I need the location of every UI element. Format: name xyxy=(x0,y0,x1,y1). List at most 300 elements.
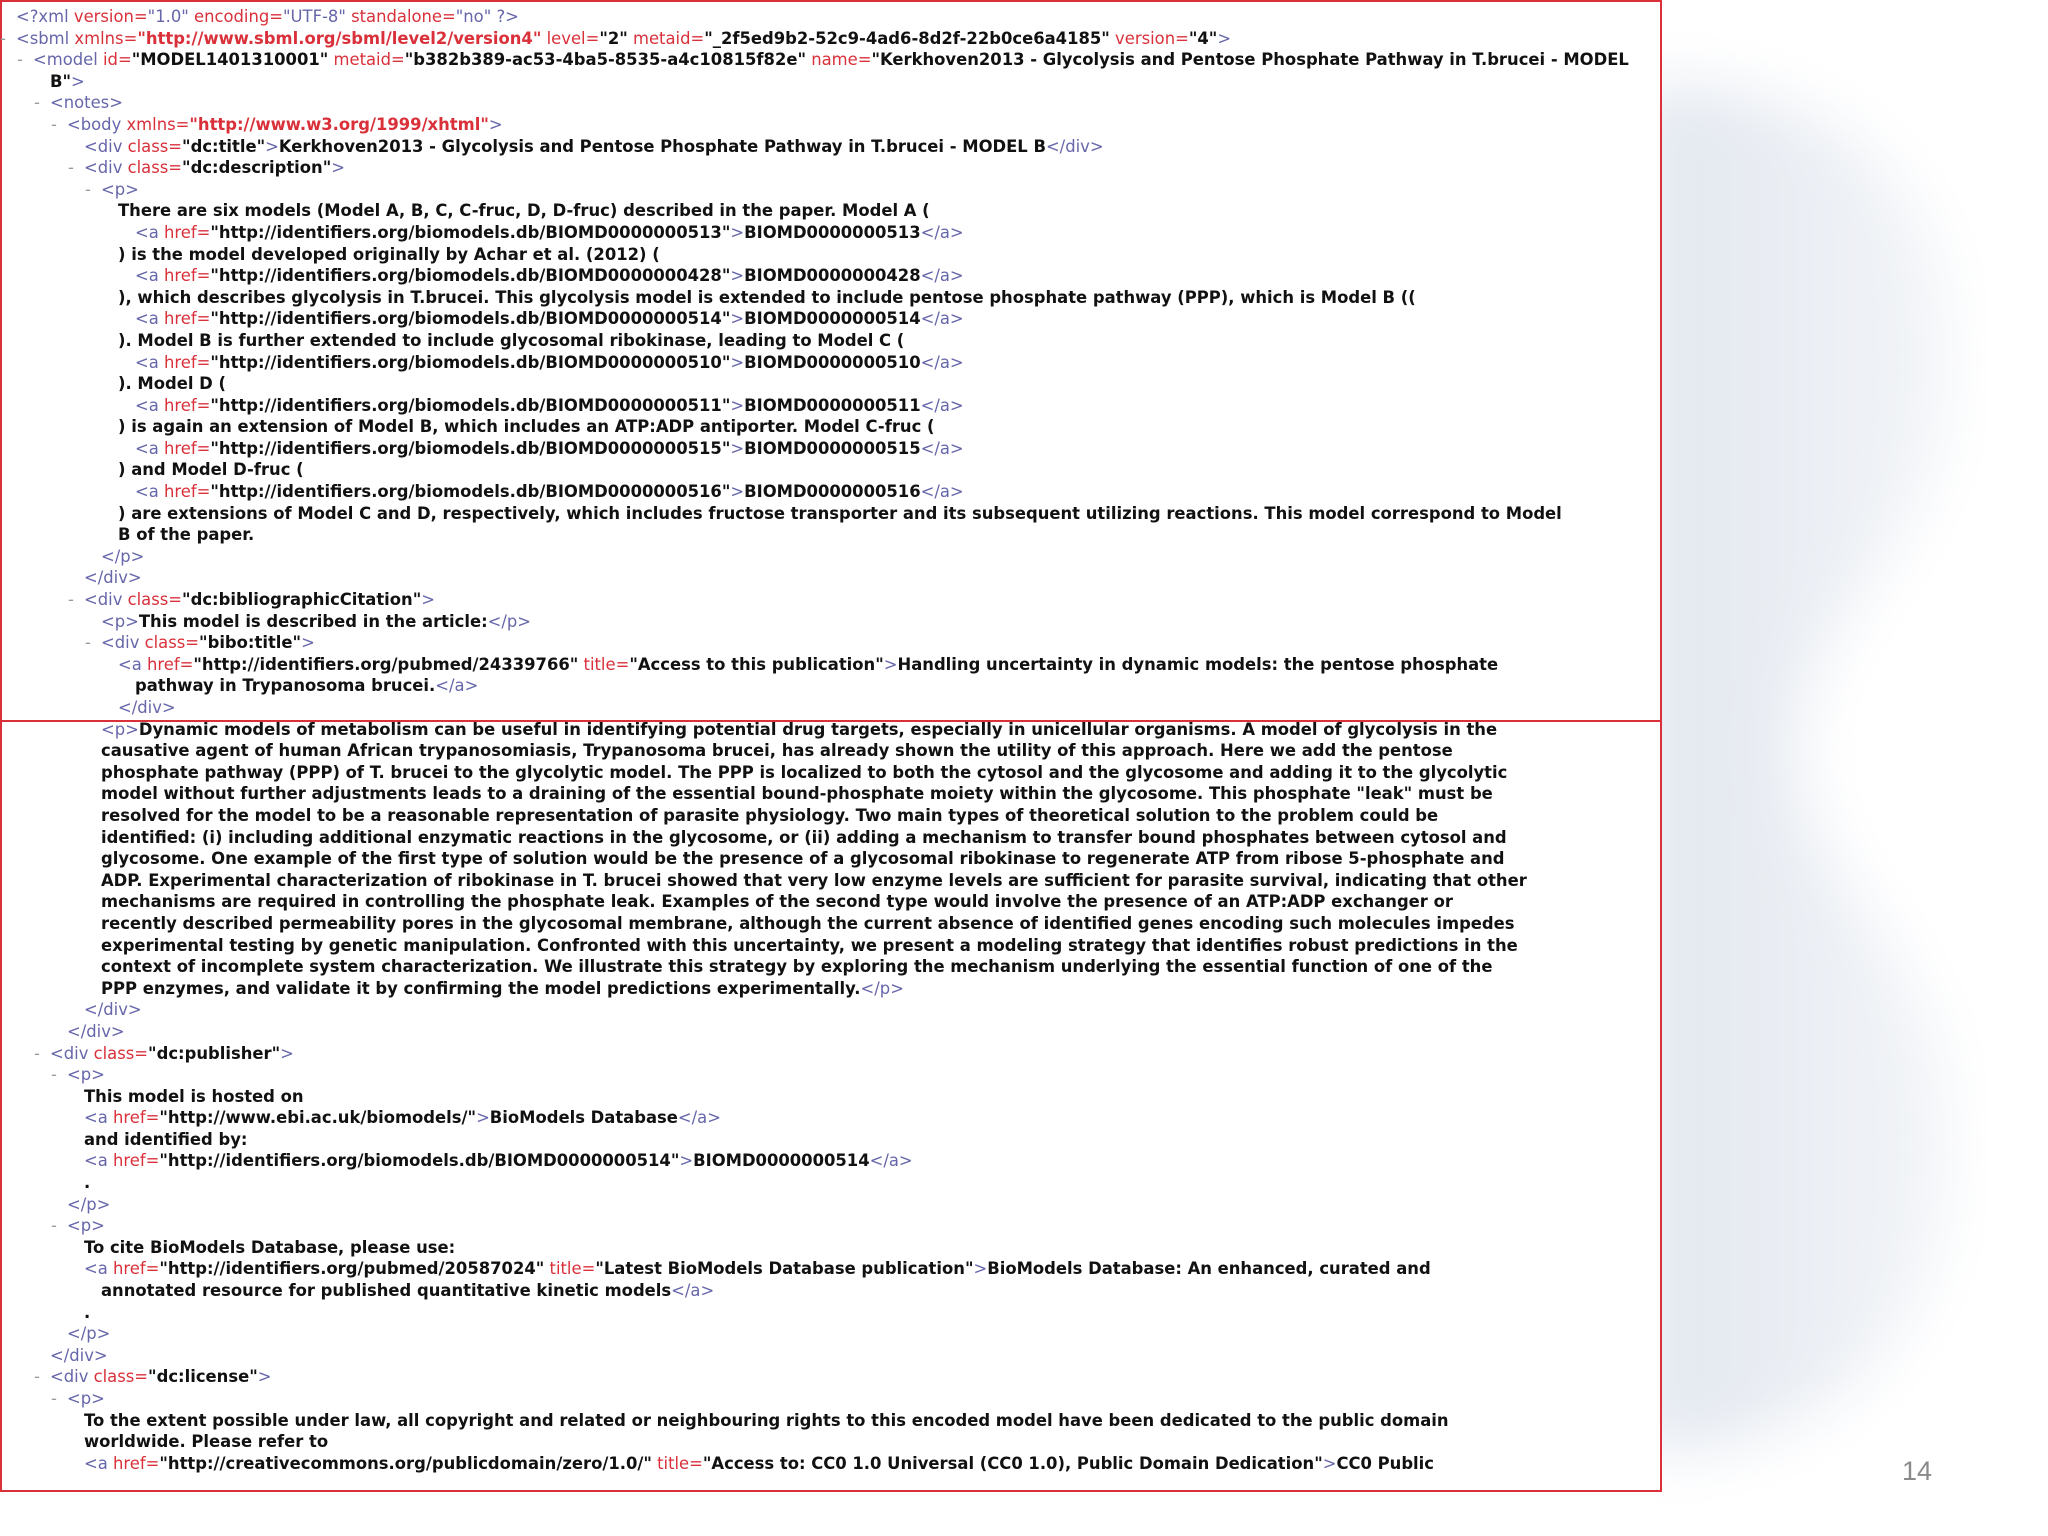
xml-line-content xyxy=(67,1388,105,1410)
xml-token: "dc:license" xyxy=(148,1367,258,1387)
xml-token: > xyxy=(730,222,745,242)
xml-token: <a xyxy=(135,309,164,329)
xml-token: ). Model D ( xyxy=(118,374,226,394)
xml-token: ). Model B is further extended to include glycosomal ribokinase, leading to Model C ( xyxy=(118,330,905,350)
xml-line-content xyxy=(67,1021,125,1043)
xml-token: standalone= xyxy=(351,7,456,26)
xml-token: </div> xyxy=(50,1345,108,1365)
xml-token: ) are extensions of Model C and D, respectively, which includes fructose transporter and its subsequent utilizing reactions. This model correspond to Model xyxy=(118,503,1562,523)
xml-line xyxy=(0,1107,1620,1129)
xml-token: </a> xyxy=(920,222,964,242)
xml-line-content xyxy=(118,524,254,546)
xml-token[interactable]: "http://identifiers.org/biomodels.db/BIOMD0000000515" xyxy=(210,438,731,458)
xml-line-content xyxy=(135,222,964,244)
xml-line-content xyxy=(84,589,435,611)
xml-token: <p> xyxy=(67,1065,105,1085)
xml-line xyxy=(0,999,1620,1021)
xml-token[interactable]: "http://identifiers.org/pubmed/24339766" xyxy=(193,654,579,674)
xml-line-content xyxy=(101,719,1497,741)
xml-token: BIOMD0000000514 xyxy=(693,1151,870,1171)
xml-line-content xyxy=(101,978,904,1000)
xml-token: class= xyxy=(127,158,183,178)
xml-line-content xyxy=(101,848,1505,870)
xml-line xyxy=(0,1086,1620,1108)
xml-line xyxy=(0,157,1620,179)
xml-line-content xyxy=(84,999,142,1021)
xml-token: <a xyxy=(84,1108,113,1128)
xml-line-content xyxy=(67,114,503,136)
xml-line-content xyxy=(118,244,660,266)
xml-token: href= xyxy=(164,438,211,458)
xml-line-content xyxy=(84,1410,1449,1432)
xml-line-content xyxy=(101,1280,714,1302)
xml-line xyxy=(0,848,1620,870)
xml-line xyxy=(0,891,1620,913)
xml-token: > xyxy=(730,438,745,458)
xml-token: href= xyxy=(164,482,211,502)
xml-token: <a xyxy=(135,438,164,458)
xml-token: B of the paper. xyxy=(118,525,255,545)
collapse-toggle[interactable]: - xyxy=(0,28,6,48)
xml-token: > xyxy=(476,1108,490,1128)
xml-token: <sbml xyxy=(16,28,75,48)
xml-token: metaid= xyxy=(328,50,405,70)
xml-line-content xyxy=(135,265,964,287)
xml-line xyxy=(0,308,1620,330)
xml-line xyxy=(0,632,1620,654)
xml-token: ADP. Experimental characterization of ribokinase in T. brucei showed that very low enzyme levels are sufficient for parasite survival, indicating that other xyxy=(101,870,1527,890)
xml-token: </a> xyxy=(920,395,964,415)
xml-token: "dc:description" xyxy=(182,158,332,178)
xml-token[interactable]: "http://identifiers.org/biomodels.db/BIOMD0000000514" xyxy=(159,1151,680,1171)
xml-token: "UTF-8" xyxy=(283,7,352,26)
xml-line-content xyxy=(118,287,1416,309)
xml-token: mechanisms are required in controlling the phosphate leak. Examples of the second type would involve the presence of an ATP:ADP exchanger or xyxy=(101,892,1453,912)
xml-line xyxy=(0,762,1620,784)
xml-token: "b382b389-ac53-4ba5-8535-a4c10815f82e" xyxy=(404,50,807,70)
xml-line-content xyxy=(101,935,1518,957)
xml-line-content xyxy=(16,6,519,28)
xml-line-content xyxy=(84,1172,90,1194)
xml-token: href= xyxy=(113,1453,160,1473)
xml-token: </a> xyxy=(677,1108,721,1128)
collapse-toggle[interactable]: - xyxy=(51,114,57,134)
xml-line-content xyxy=(84,1453,1434,1475)
xml-line xyxy=(0,71,1620,93)
xml-token: context of incomplete system characterization. We illustrate this strategy by exploring the mechanism underlying the essential function of one of the xyxy=(101,957,1493,977)
xml-token: worldwide. Please refer to xyxy=(84,1432,329,1452)
xml-token: identified: (i) including additional enzymatic reactions in the glycosome, or (ii) adding a mechanism to transfer bound phosphates between cytosol and xyxy=(101,827,1507,847)
xml-token: href= xyxy=(147,654,194,674)
xml-token: <a xyxy=(135,266,164,286)
xml-token: ), which describes glycolysis in T.brucei. This glycolysis model is extended to include pentose phosphate pathway (PPP), which is Model B (( xyxy=(118,287,1416,307)
xml-line xyxy=(0,136,1620,158)
xml-token: <div xyxy=(84,590,128,610)
xml-token: > xyxy=(730,309,745,329)
xml-token: This model is described in the article: xyxy=(138,611,488,631)
xml-token: CC0 Public xyxy=(1336,1453,1435,1473)
xml-line xyxy=(0,373,1620,395)
xml-token: "Access to: CC0 1.0 Universal (CC0 1.0), Public Domain Dedication" xyxy=(702,1453,1323,1473)
xml-token: > xyxy=(883,654,898,674)
xml-token: href= xyxy=(164,222,211,242)
xml-token: > xyxy=(973,1259,988,1279)
xml-token: experimental testing by genetic manipulation. Confronted with this uncertainty, we present a modeling strategy that identifies robust predictions in the xyxy=(101,935,1518,955)
xml-token: </a> xyxy=(671,1281,715,1301)
xml-line xyxy=(0,1280,1620,1302)
xml-token: BIOMD0000000515 xyxy=(744,438,921,458)
xml-line xyxy=(0,567,1620,589)
xml-line-content xyxy=(84,1150,913,1172)
xml-token[interactable]: "http://identifiers.org/biomodels.db/BIOMD0000000514" xyxy=(210,309,731,329)
xml-line xyxy=(0,92,1620,114)
xml-line-content xyxy=(101,632,315,654)
xml-token: BIOMD0000000428 xyxy=(744,266,921,286)
xml-line-content xyxy=(101,546,144,568)
xml-token[interactable]: "http://identifiers.org/biomodels.db/BIOMD0000000516" xyxy=(210,482,731,502)
xml-line xyxy=(0,870,1620,892)
xml-token: </p> xyxy=(67,1194,111,1214)
xml-line xyxy=(0,546,1620,568)
xml-token[interactable]: "http://creativecommons.org/publicdomain/zero/1.0/" xyxy=(159,1453,652,1473)
xml-token: </div> xyxy=(84,1000,142,1020)
xml-line xyxy=(0,935,1620,957)
xml-line-content xyxy=(118,200,930,222)
xml-line xyxy=(0,330,1620,352)
xml-token: PPP enzymes, and validate it by confirming the model predictions experimentally. xyxy=(101,978,861,998)
xml-line xyxy=(0,503,1620,525)
xml-token: </div> xyxy=(1045,136,1104,156)
xml-line-content xyxy=(84,1258,1431,1280)
xml-line-content xyxy=(50,1345,108,1367)
xml-line-content xyxy=(118,459,304,481)
xml-token: level= xyxy=(541,28,600,48)
xml-line-content xyxy=(84,136,1104,158)
xml-line xyxy=(0,1388,1620,1410)
xml-token: href= xyxy=(113,1259,160,1279)
xml-token: <a xyxy=(84,1151,113,1171)
xml-token: There are six models (Model A, B, C, C-fruc, D, D-fruc) described in the paper. Model A ( xyxy=(118,201,930,221)
collapse-toggle[interactable]: - xyxy=(34,1043,40,1063)
xml-line xyxy=(0,200,1620,222)
xml-line xyxy=(0,524,1620,546)
xml-line xyxy=(0,114,1620,136)
xml-line-content xyxy=(84,1237,455,1259)
xml-line-content xyxy=(101,179,139,201)
xml-line xyxy=(0,589,1620,611)
xml-token: > xyxy=(280,1043,294,1063)
xml-token: <div xyxy=(50,1367,94,1387)
xml-token: <div xyxy=(50,1043,94,1063)
xml-token[interactable]: "http://identifiers.org/biomodels.db/BIOMD0000000513" xyxy=(210,222,731,242)
xml-token: > xyxy=(71,71,85,91)
collapse-toggle[interactable]: - xyxy=(34,93,40,113)
xml-token: > xyxy=(257,1367,272,1387)
xml-token: <a xyxy=(118,654,147,674)
xml-token: <body xyxy=(67,114,127,134)
xml-token: > xyxy=(730,352,745,372)
xml-token: </div> xyxy=(118,698,176,717)
xml-token: version= xyxy=(73,7,148,26)
xml-line-content xyxy=(33,49,1629,71)
xml-token: BIOMD0000000514 xyxy=(744,309,921,329)
xml-token: phosphate pathway (PPP) of T. brucei to the glycolytic model. The PPP is localized to both the cytosol and the glycosome and adding it to the glycolytic xyxy=(101,762,1508,782)
xml-token: </a> xyxy=(869,1151,913,1171)
collapse-toggle[interactable]: - xyxy=(68,590,74,610)
xml-token: title= xyxy=(544,1259,596,1279)
xml-line-content xyxy=(84,1129,247,1151)
xml-token: </a> xyxy=(920,438,964,458)
xml-line-content xyxy=(135,352,964,374)
xml-token: recently described permeability pores in the glycosomal membrane, although the current absence of identified genes encoding such molecules impedes xyxy=(101,913,1515,933)
xml-line-content xyxy=(135,438,964,460)
xml-token: <a xyxy=(135,222,164,242)
xml-token: class= xyxy=(93,1043,149,1063)
xml-token: </a> xyxy=(920,266,964,286)
xml-token: href= xyxy=(164,352,211,372)
xml-token: model without further adjustments leads to a draining of the essential bound-phosphate moiety within the glycosome. This phosphate "leak" must be xyxy=(101,784,1493,804)
xml-token: name= xyxy=(806,50,872,70)
xml-line-content xyxy=(50,92,123,114)
xml-token: <div xyxy=(84,136,128,156)
xml-token: ) is again an extension of Model B, which includes an ATP:ADP antiporter. Model C-fruc ( xyxy=(118,417,935,437)
xml-token: This model is hosted on xyxy=(84,1086,304,1106)
xml-token: <model xyxy=(33,50,103,70)
xml-token: "2" xyxy=(599,28,628,48)
xml-token: > xyxy=(730,395,745,415)
xml-line-content xyxy=(50,1366,271,1388)
xml-token: metaid= xyxy=(627,28,705,48)
xml-line xyxy=(0,1194,1620,1216)
xml-token: class= xyxy=(127,590,183,610)
xml-line-content xyxy=(101,870,1527,892)
xml-token: "MODEL1401310001" xyxy=(131,50,329,70)
collapse-toggle[interactable]: - xyxy=(51,1065,57,1085)
xml-token: <a xyxy=(135,395,164,415)
xml-token: title= xyxy=(578,654,630,674)
xml-token: BIOMD0000000516 xyxy=(744,482,921,502)
xml-token: href= xyxy=(164,309,211,329)
xml-line-content xyxy=(84,1302,90,1324)
xml-token: <p> xyxy=(101,179,139,199)
xml-token: <p> xyxy=(101,611,139,631)
xml-token: </p> xyxy=(860,978,904,998)
xml-line xyxy=(0,1410,1620,1432)
xml-line xyxy=(0,697,1620,719)
xml-token: </p> xyxy=(101,546,145,566)
xml-token: </div> xyxy=(84,568,142,588)
xml-token: > xyxy=(730,482,745,502)
xml-line xyxy=(0,1302,1620,1324)
xml-line-content xyxy=(101,611,531,633)
xml-token: </a> xyxy=(920,309,964,329)
xml-token: "http://www.w3.org/1999/xhtml" xyxy=(189,114,489,134)
xml-line xyxy=(0,49,1629,71)
xml-line xyxy=(0,179,1620,201)
xml-line-content xyxy=(135,395,964,417)
xml-token: Dynamic models of metabolism can be useful in identifying potential drug targets, especially in unicellular organisms. A model of glycolysis in the xyxy=(138,719,1498,739)
xml-token: </p> xyxy=(67,1324,111,1344)
xml-token: "_2f5ed9b2-52c9-4ad6-8d2f-22b0ce6a4185" xyxy=(704,28,1110,48)
xml-token: version= xyxy=(1109,28,1189,48)
xml-line-content xyxy=(84,1107,721,1129)
xml-line xyxy=(0,1453,1620,1475)
xml-token: resolved for the model to be a reasonable representation of parasite physiology. Two main types of theoretical solution to the problem could be xyxy=(101,805,1439,825)
xml-token[interactable]: "http://www.ebi.ac.uk/biomodels/" xyxy=(159,1108,477,1128)
xml-line-content xyxy=(50,1043,294,1065)
xml-line xyxy=(0,1237,1620,1259)
xml-token: BioModels Database: An enhanced, curated and xyxy=(987,1259,1431,1279)
xml-line xyxy=(0,28,1620,50)
collapse-toggle[interactable]: - xyxy=(17,50,23,70)
xml-line xyxy=(0,783,1620,805)
xml-token: BIOMD0000000510 xyxy=(744,352,921,372)
xml-line xyxy=(0,1431,1620,1453)
xml-token: Handling uncertainty in dynamic models: the pentose phosphate xyxy=(897,654,1499,674)
xml-token: > xyxy=(488,114,503,134)
xml-line-content xyxy=(118,503,1562,525)
xml-document-view xyxy=(0,6,1629,1474)
xml-line xyxy=(0,438,1620,460)
xml-token: . xyxy=(84,1173,91,1193)
xml-token: BioModels Database xyxy=(489,1108,678,1128)
xml-line xyxy=(0,352,1620,374)
xml-token: <a xyxy=(135,352,164,372)
xml-line xyxy=(0,805,1620,827)
xml-line-content xyxy=(84,1431,328,1453)
xml-line-content xyxy=(101,740,1453,762)
xml-token: > xyxy=(1322,1453,1337,1473)
xml-token: > xyxy=(421,590,435,610)
xml-line-content xyxy=(67,1323,110,1345)
xml-token: </p> xyxy=(487,611,532,631)
xml-token: Kerkhoven2013 - Glycolysis and Pentose Phosphate Pathway in T.brucei - MODEL B xyxy=(278,136,1046,156)
xml-line-content xyxy=(101,913,1515,935)
xml-token: href= xyxy=(113,1108,160,1128)
xml-token: > xyxy=(679,1151,694,1171)
xml-token: "dc:title" xyxy=(182,136,266,156)
xml-line-content xyxy=(84,1086,304,1108)
xml-line xyxy=(0,1172,1620,1194)
xml-token: <p> xyxy=(67,1216,105,1236)
xml-line-content xyxy=(67,1194,110,1216)
xml-line xyxy=(0,1064,1620,1086)
xml-token: "1.0" xyxy=(147,7,195,26)
xml-line xyxy=(0,1129,1620,1151)
xml-line xyxy=(0,1150,1620,1172)
xml-token: causative agent of human African trypanosomiasis, Trypanosoma brucei, has already shown the utility of this approach. Here we add the pentose xyxy=(101,741,1453,761)
xml-token: <div xyxy=(84,158,128,178)
xml-line-content xyxy=(67,1064,105,1086)
xml-line xyxy=(0,6,1620,28)
xml-token: > xyxy=(1217,28,1232,48)
collapse-toggle[interactable]: - xyxy=(68,158,74,178)
xml-token: class= xyxy=(93,1367,149,1387)
xml-line xyxy=(0,222,1620,244)
xml-token: B" xyxy=(50,71,72,91)
xml-token: <notes> xyxy=(50,93,123,113)
xml-token: </a> xyxy=(920,482,964,502)
xml-line xyxy=(0,611,1620,633)
xml-token: </div> xyxy=(67,1021,125,1041)
xml-line xyxy=(0,459,1620,481)
xml-line xyxy=(0,416,1620,438)
xml-token: </a> xyxy=(435,676,479,696)
xml-line xyxy=(0,1345,1620,1367)
collapse-toggle[interactable]: - xyxy=(85,633,91,653)
xml-token: ) and Model D-fruc ( xyxy=(118,460,304,480)
xml-token[interactable]: "http://identifiers.org/biomodels.db/BIOMD0000000428" xyxy=(210,266,731,286)
xml-token: BIOMD0000000511 xyxy=(744,395,921,415)
xml-line xyxy=(0,1258,1620,1280)
xml-line-content xyxy=(84,567,142,589)
xml-line xyxy=(0,1021,1620,1043)
xml-token: BIOMD0000000513 xyxy=(744,222,921,242)
xml-token: annotated resource for published quantitative kinetic models xyxy=(101,1281,672,1301)
xml-line xyxy=(0,287,1620,309)
xml-line-content xyxy=(101,805,1438,827)
xml-line-content xyxy=(135,481,964,503)
collapse-toggle[interactable]: - xyxy=(85,179,91,199)
xml-line xyxy=(0,1366,1620,1388)
xml-line-content xyxy=(135,308,964,330)
xml-line-content xyxy=(101,827,1507,849)
xml-token: "dc:publisher" xyxy=(148,1043,281,1063)
xml-token[interactable]: "http://identifiers.org/biomodels.db/BIOMD0000000511" xyxy=(210,395,731,415)
xml-token: <div xyxy=(101,633,145,653)
xml-token: > xyxy=(730,266,745,286)
collapse-toggle[interactable]: - xyxy=(51,1389,57,1408)
xml-line-content xyxy=(135,675,478,697)
xml-line-content xyxy=(67,1215,105,1237)
xml-token: and identified by: xyxy=(84,1129,248,1149)
xml-token: "4" xyxy=(1188,28,1218,48)
xml-line-content xyxy=(101,762,1507,784)
xml-token: <?xml xyxy=(16,7,74,26)
xml-token: <p> xyxy=(101,719,139,739)
xml-token: id= xyxy=(102,50,132,70)
xml-token: "Access to this publication" xyxy=(629,654,884,674)
xml-token: pathway in Trypanosoma brucei. xyxy=(135,676,436,696)
xml-line-content xyxy=(50,71,85,93)
xml-line xyxy=(0,719,1620,741)
xml-line xyxy=(0,827,1620,849)
xml-token: To the extent possible under law, all copyright and related or neighbouring rights to this encoded model have been dedicated to the public domain xyxy=(84,1410,1449,1430)
collapse-toggle[interactable]: - xyxy=(34,1367,40,1387)
xml-token: > xyxy=(265,136,279,156)
xml-token: href= xyxy=(113,1151,160,1171)
collapse-toggle[interactable]: - xyxy=(51,1216,57,1236)
xml-token: <a xyxy=(84,1453,113,1473)
xml-token: "http://www.sbml.org/sbml/level2/version4" xyxy=(137,28,542,48)
xml-token[interactable]: "http://identifiers.org/pubmed/20587024" xyxy=(159,1259,545,1279)
page-number: 14 xyxy=(1902,1456,1933,1486)
xml-token: "Kerkhoven2013 - Glycolysis and Pentose Phosphate Pathway in T.brucei - MODEL xyxy=(871,50,1629,70)
xml-line xyxy=(0,1323,1620,1345)
xml-line-content xyxy=(101,783,1493,805)
xml-token: "Latest BioModels Database publication" xyxy=(595,1259,974,1279)
xml-token[interactable]: "http://identifiers.org/biomodels.db/BIOMD0000000510" xyxy=(210,352,731,372)
xml-line-content xyxy=(118,697,176,719)
xml-token: > xyxy=(331,158,346,178)
xml-line xyxy=(0,913,1620,935)
xml-line xyxy=(0,1043,1620,1065)
xml-token: <p> xyxy=(67,1389,105,1408)
xml-token: To cite BioModels Database, please use: xyxy=(84,1237,456,1257)
xml-token: . xyxy=(84,1302,91,1322)
xml-line xyxy=(0,395,1620,417)
xml-line xyxy=(0,654,1620,676)
